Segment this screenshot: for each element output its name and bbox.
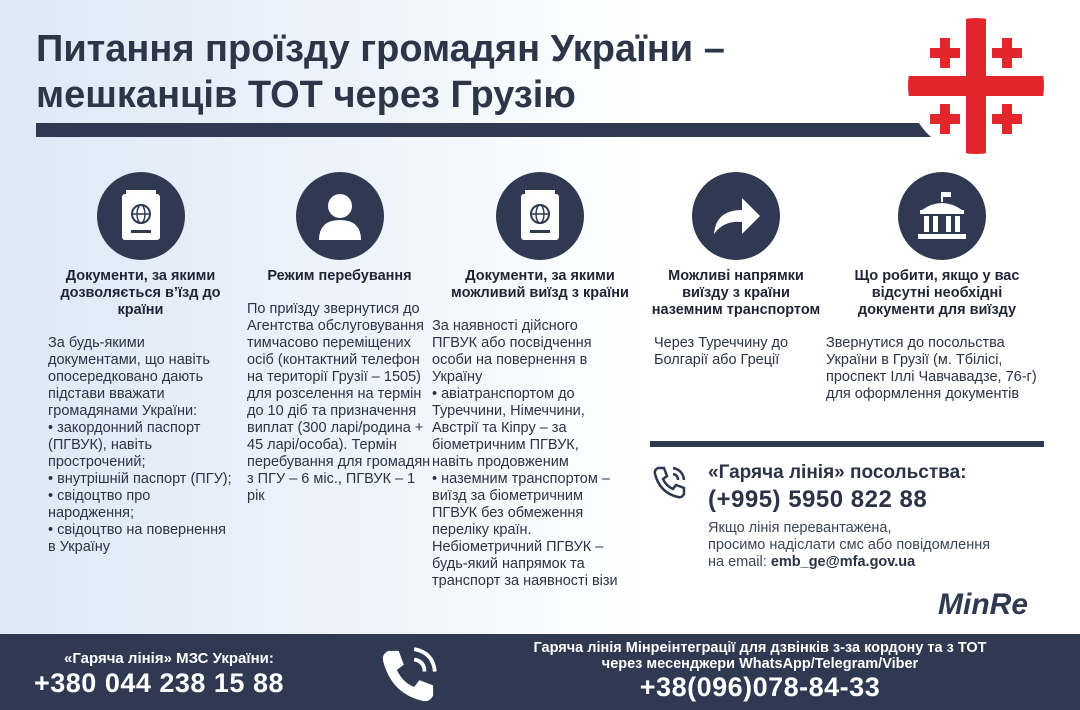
embassy-icon <box>898 172 986 260</box>
column-stay-regime <box>247 172 432 505</box>
hotline-note-line-1: Якщо лінія перевантажена, <box>708 520 892 536</box>
column-title: Режим перебування <box>267 268 412 284</box>
column-entry-documents <box>48 172 233 556</box>
minre-hotline-text <box>480 640 1040 672</box>
embassy-email: emb_ge@mfa.gov.ua <box>770 554 916 570</box>
embassy-hotline-phone: (+995) 5950 822 88 <box>708 486 928 513</box>
title-line-2: мешканців ТОТ через Грузію <box>36 74 576 116</box>
column-body: За наявності дійсного ПГВУК або посвідчення особи на повернення в Україну • авіатранспортом до Туреччини, Німеччини, Австрії та Кіпру – за біометричним ПГВУК, навіть продовженим • наземним транспортом – виїзд за біометричним ПГВУК без обмеження переліку країн. Небіометричний ПГВУК – будь-який напрямок та транспорт за наявності візи <box>432 318 618 589</box>
minre-hotline-phone: +38(096)078-84-33 <box>639 672 881 702</box>
column-body: По приїзду звернутися до Агентства обслуговування тимчасово переміщених осіб (контактний телефон на території Грузії – 1505) для розселення на термін до 10 діб та призначення виплат (300 ларі/родина + 45 ларі/особа). Термін перебування для громадян з ПГУ – 6 міс., ПГВУК – 1 рік <box>247 301 431 504</box>
minre-logo: MinRe <box>938 588 1028 621</box>
title-underline-bar <box>36 123 956 137</box>
minre-hotline-line-1: Гаряча лінія Мінреінтеграції для дзвінків з-за кордону та з ТОТ <box>533 640 987 656</box>
title-line-1: Питання проїзду громадян України – <box>36 28 725 70</box>
column-title: Що робити, якщо у вас відсутні необхідні документи для виїзду <box>854 268 1020 318</box>
hotline-note-line-3 <box>708 554 1053 571</box>
phone-ringing-icon <box>378 644 440 706</box>
person-icon <box>296 172 384 260</box>
column-title: Можливі напрямки виїзду з країни наземним транспортом <box>651 268 821 318</box>
georgia-flag-icon <box>908 18 1044 154</box>
email-prefix: на email: <box>708 554 771 570</box>
hotline-note-line-2: просимо надіслати смс або повідомлення <box>708 537 991 553</box>
column-body: Звернутися до посольства України в Грузії (м. Тбілісі, проспект Іллі Чавчавадзе, 76-г) для оформлення документів <box>826 335 1037 402</box>
minre-hotline-line-2: через месенджери WhatsApp/Telegram/Viber <box>601 656 919 672</box>
embassy-hotline-title: «Гаряча лінія» посольства: <box>708 462 967 483</box>
mfa-hotline-phone: +380 044 238 15 88 <box>34 668 284 698</box>
column-missing-documents <box>826 172 1042 403</box>
passport-icon <box>97 172 185 260</box>
page-title <box>36 26 876 118</box>
arrow-right-icon <box>692 172 780 260</box>
column-body: Через Туреччину до Болгарії або Греції <box>654 335 789 368</box>
column-title: Документи, за якими дозволяється в’їзд до країни <box>60 268 221 318</box>
column-body: За будь-якими документами, що навіть опосередковано дають підстави вважати громадянами України: • закордонний паспорт (ПГВУК), навіть прострочений; • внутрішній паспорт (ПГУ); • свідоцтво про народження; • свідоцтво на повернення в Україну <box>48 335 232 555</box>
mfa-hotline-label: «Гаряча лінія» МЗС України: <box>64 650 274 667</box>
phone-ringing-icon <box>652 464 688 500</box>
column-exit-documents <box>432 172 640 590</box>
column-title: Документи, за якими можливий виїзд з країни <box>451 268 629 301</box>
hotline-separator <box>650 441 1044 447</box>
passport-icon <box>496 172 584 260</box>
footer-bar <box>0 634 1080 710</box>
hotline-note <box>708 520 1053 571</box>
column-exit-directions <box>646 172 826 369</box>
